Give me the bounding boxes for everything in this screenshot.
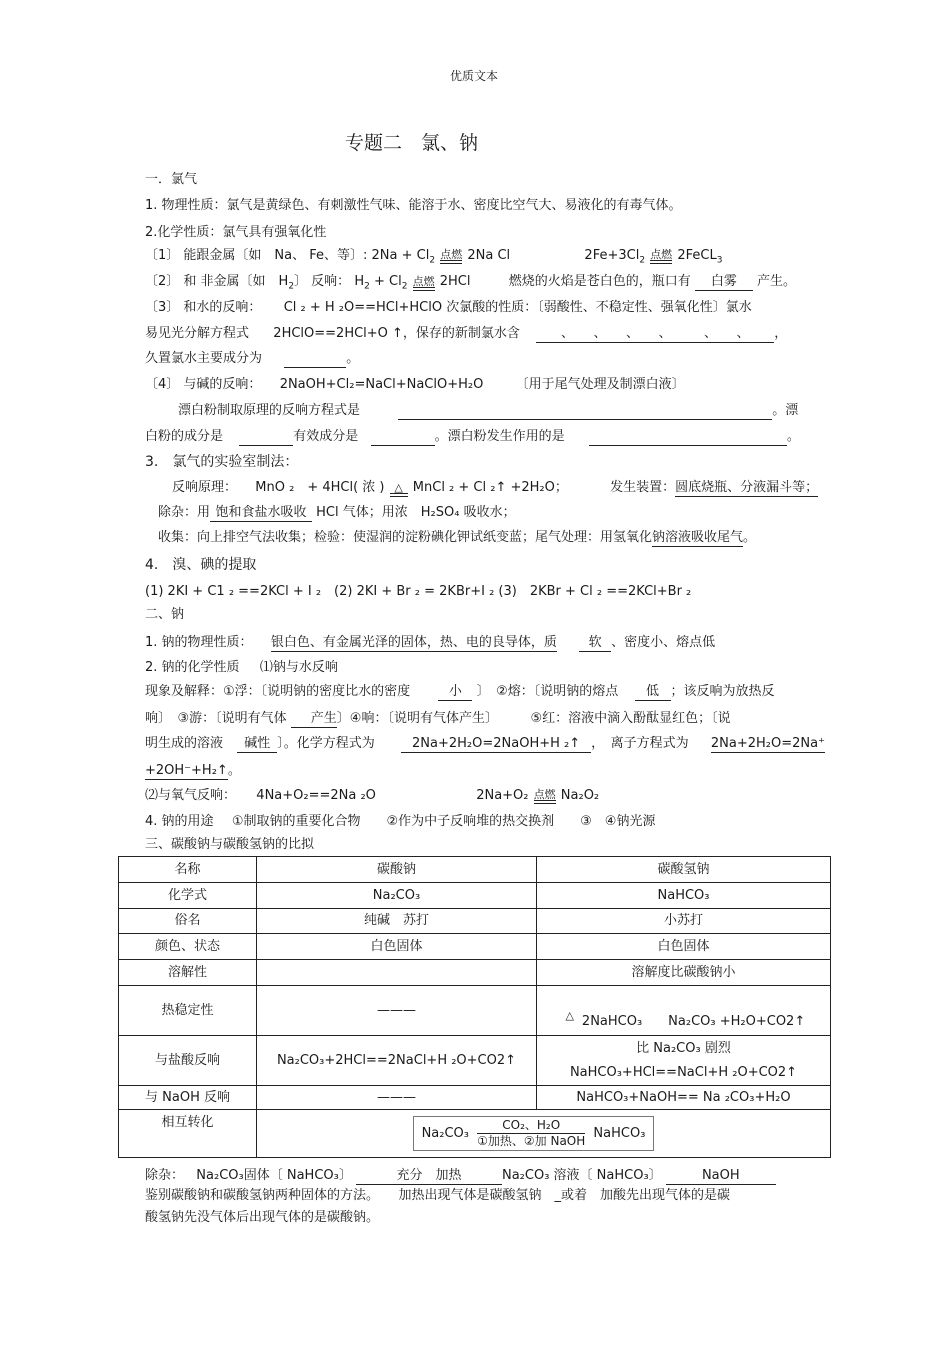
table-row bbox=[119, 1036, 831, 1062]
table-cell: NaHCO₃+HCl==NaCl+H ₂O+CO2↑ bbox=[537, 1062, 831, 1086]
eq-fe-left: 2Fe+3Cl bbox=[584, 248, 640, 263]
oxygen-eq2-right: Na₂O₂ bbox=[560, 788, 600, 803]
heat-condition: △ bbox=[390, 482, 408, 497]
sodium-chem-label: 2. 钠的化学性质 bbox=[145, 660, 240, 675]
lab-impurity-line bbox=[158, 505, 516, 522]
nonmetal-reaction-line: 〔2〕 和 非金属〔如 $H_2$〕 反响： $H_2 + Cl_2$ 点燃 2HCl 燃烧的火焰是苍白色的，瓶口有 白雾 产生。 bbox=[145, 274, 797, 292]
table-cell: 溶解性 bbox=[119, 960, 257, 986]
lab-collect-blank: 钠溶液吸收尾气 bbox=[652, 530, 744, 545]
phen3-b: 〕。化学方程式为 bbox=[277, 736, 375, 751]
bleach-comp-label: 白粉的成分是 bbox=[145, 429, 224, 444]
comparison-table bbox=[118, 856, 831, 1158]
burn-blank: 白雾 bbox=[695, 274, 753, 291]
table-cell: 颜色、状态 bbox=[119, 934, 257, 960]
sodium-soft-blank: 软 bbox=[579, 635, 611, 652]
bleach-line bbox=[178, 403, 798, 420]
heat-condition: △ bbox=[565, 1009, 575, 1022]
bleach-eff-label: 有效成分是 bbox=[293, 429, 359, 444]
eq-h-left: H bbox=[354, 274, 365, 289]
conv-top: CO₂、H₂O bbox=[502, 1118, 561, 1132]
table-cell: NaHCO₃ bbox=[537, 883, 831, 909]
table-cell: 白色固体 bbox=[537, 934, 831, 960]
thermal-decomp-eq: 2NaHCO₃ Na₂CO₃ +H₂O+CO2↑ bbox=[581, 1014, 806, 1029]
table-cell: 俗名 bbox=[119, 909, 257, 934]
removal2: Na₂CO₃ 溶液〔 NaHCO₃〕 bbox=[501, 1168, 662, 1183]
phenomenon-line-3 bbox=[145, 736, 825, 753]
table-row bbox=[119, 1086, 831, 1110]
table-row bbox=[119, 909, 831, 934]
table-cell: ——— bbox=[257, 986, 537, 1036]
page-title: 专题二 氯、钠 bbox=[345, 132, 479, 154]
phen4-ionic: +2OH⁻+H₂↑ bbox=[145, 763, 228, 778]
table-row bbox=[119, 960, 831, 986]
identify-line-2: 酸氢钠先没气体后出现气体的是碳酸钠。 bbox=[145, 1210, 380, 1225]
halogen-equations: (1) 2KI + C1 ₂ ==2KCl + I ₂ (2) 2KI + Br ₂ = 2KBr+I ₂ (3) 2KBr + Cl ₂ ==2KCl+Br ₂ bbox=[145, 584, 692, 599]
table-cell: 纯碱 苏打 bbox=[257, 909, 537, 934]
phen4-end: 。 bbox=[227, 763, 241, 778]
sodium-physical-line bbox=[145, 635, 715, 652]
eq-na-right: 2Na Cl bbox=[467, 248, 511, 263]
table-header: 名称 bbox=[119, 857, 257, 883]
sodium-chem-line bbox=[145, 660, 338, 676]
oxygen-label: ⑵与氧气反响： bbox=[145, 788, 237, 803]
phen1-text: 现象及解释：①浮：〔说明钠的密度比水的密度 bbox=[145, 684, 411, 699]
lab-heading: 3. 氯气的实验室制法： bbox=[145, 454, 299, 470]
table-cell: 白色固体 bbox=[257, 934, 537, 960]
phenomenon-line-2 bbox=[145, 711, 731, 728]
conv-bottom: ①加热、②加 NaOH bbox=[477, 1134, 586, 1148]
table-cell: ——— bbox=[257, 1086, 537, 1110]
conv-right: NaHCO₃ bbox=[593, 1126, 646, 1141]
water-decomp-label: 易见光分解方程式 bbox=[145, 326, 250, 341]
sodium-use-line bbox=[145, 814, 655, 830]
nonmetal-label: 〔2〕 和 非金属〔如 H bbox=[145, 274, 289, 289]
water-label: 〔3〕 和水的反响： bbox=[145, 300, 262, 315]
table-cell bbox=[257, 960, 537, 986]
sodium-phys-label: 1. 钠的物理性质： bbox=[145, 635, 253, 650]
table-row bbox=[119, 883, 831, 909]
phen2-blank: 产生 bbox=[291, 711, 337, 728]
water-old-label: 久置氯水主要成分为 bbox=[145, 351, 263, 366]
eq-h-right: 2HCl bbox=[439, 274, 471, 289]
table-cell: 相互转化 bbox=[119, 1110, 257, 1158]
ignite-condition: 点燃 bbox=[413, 276, 435, 291]
water-old-line bbox=[145, 351, 359, 368]
section-heading-carbonate: 三、碳酸钠与碳酸氢钠的比拟 bbox=[145, 837, 315, 852]
phen3-ionic: 2Na+2H₂O=2Na⁺ bbox=[710, 736, 825, 751]
ignite-condition: 点燃 bbox=[650, 249, 672, 264]
bleach-comp-line bbox=[145, 429, 800, 446]
phen1-c: ；该反响为放热反 bbox=[670, 684, 775, 699]
removal1: Na₂CO₃固体〔 NaHCO₃〕 bbox=[196, 1168, 352, 1183]
burn-text: 燃烧的火焰是苍白色的，瓶口有 bbox=[508, 274, 691, 289]
eq-na-left: 2Na + Cl bbox=[371, 248, 430, 263]
removal2-blank: NaOH bbox=[666, 1168, 776, 1185]
phen1-b: 〕 ②熔：〔说明钠的熔点 bbox=[476, 684, 619, 699]
eq-h-mid: + Cl bbox=[369, 274, 402, 289]
table-header: 碳酸氢钠 bbox=[537, 857, 831, 883]
alkali-reaction-line bbox=[145, 377, 685, 393]
lab-apparatus-label: 发生装置： bbox=[610, 480, 676, 495]
bleach-end: 。漂 bbox=[772, 403, 799, 418]
ignite-condition: 点燃 bbox=[534, 789, 556, 804]
lab-impurity-blank: 饱和食盐水吸收 bbox=[210, 505, 312, 522]
lab-collect: 收集：向上排空气法收集；检验：使湿润的淀粉碘化钾试纸变蓝；尾气处理：用氢氧化 bbox=[158, 530, 653, 545]
identify-line-1: 鉴别碳酸钠和碳酸氢钠两种固体的方法。 加热出现气体是碳酸氢钠 _或着 加酸先出现气体的是碳 bbox=[145, 1188, 731, 1203]
ignite-condition: 点燃 bbox=[440, 249, 462, 264]
oxygen-reaction-line bbox=[145, 788, 599, 804]
phen2-text: 响〕 ③游：〔说明有气体 bbox=[145, 711, 287, 726]
table-cell: 溶解度比碳酸钠小 bbox=[537, 960, 831, 986]
water-old-end: 。 bbox=[346, 351, 360, 366]
phen1-blank: 小 bbox=[438, 684, 472, 701]
eq-fe-right: 2FeCL bbox=[677, 248, 717, 263]
removal1-blank: 充分 加热 bbox=[356, 1168, 502, 1185]
water-decomp-equation: 2HClO==2HCl+O ↑，保存的新制氯水含 bbox=[273, 326, 520, 341]
oxygen-eq2-left: 2Na+O₂ bbox=[476, 788, 529, 803]
bleach-act-end: 。 bbox=[786, 429, 800, 444]
oxygen-eq1: 4Na+O₂==2Na ₂O bbox=[256, 788, 376, 803]
conv-arrow bbox=[477, 1119, 585, 1148]
burn-end: 产生。 bbox=[757, 274, 797, 289]
sodium-phys-blank: 银白色、有金属光泽的固体，热、电的良导体，质 bbox=[270, 635, 557, 650]
table-cell: NaHCO₃+NaOH== Na ₂CO₃+H₂O bbox=[537, 1086, 831, 1110]
phen2-b: 〕④响：〔说明有气体产生〕 ⑤红：溶液中滴入酚酞显红色；〔说 bbox=[336, 711, 731, 726]
phenomenon-line-4 bbox=[145, 763, 241, 780]
table-cell: 比 Na₂CO₃ 剧烈 bbox=[537, 1036, 831, 1062]
table-header: 碳酸钠 bbox=[257, 857, 537, 883]
metal-reaction-line: 〔1〕 能跟金属〔如 Na、 Fe、等〕: $2Na + Cl_2$ 点燃 2Na Cl $2Fe+3Cl_2$ 点燃 2FeCL$_3$ bbox=[145, 248, 723, 266]
table-cell: 热稳定性 bbox=[119, 986, 257, 1036]
phen3-blank: 碱性 bbox=[237, 736, 277, 753]
removal-line bbox=[145, 1168, 776, 1185]
section-heading-sodium: 二、钠 bbox=[145, 607, 185, 622]
table-cell: 与盐酸反响 bbox=[119, 1036, 257, 1086]
section-heading-chlorine: 一．氯气 bbox=[145, 172, 198, 187]
water-equation: Cl ₂ + H ₂O==HCl+HClO 次氯酸的性质：〔弱酸性、不稳定性、强氧化性〕氯水 bbox=[283, 300, 752, 315]
sodium-water-label: ⑴钠与水反响 bbox=[259, 660, 338, 675]
alkali-equation: 2NaOH+Cl₂=NaCl+NaClO+H₂O bbox=[279, 377, 484, 392]
table-cell: 与 NaOH 反响 bbox=[119, 1086, 257, 1110]
water-components-blank: 、 、 、 、 、 、 bbox=[536, 326, 774, 343]
alkali-label: 〔4〕 与碱的反响： bbox=[145, 377, 262, 392]
removal-label: 除杂： bbox=[145, 1168, 185, 1183]
sodium-phys-end: 、密度小、熔点低 bbox=[611, 635, 716, 650]
bleach-label: 漂白粉制取原理的反响方程式是 bbox=[178, 403, 361, 418]
alkali-note: 〔用于尾气处理及制漂白液〕 bbox=[515, 377, 685, 392]
phen3-equation: 2Na+2H₂O=2NaOH+H ₂↑ bbox=[401, 736, 591, 753]
conversion-diagram bbox=[413, 1116, 655, 1151]
table-cell: 化学式 bbox=[119, 883, 257, 909]
phen3-text: 明生成的溶液 bbox=[145, 736, 224, 751]
lab-principle-line bbox=[172, 480, 818, 497]
physical-properties: 1. 物理性质：氯气是黄绿色、有刺激性气味、能溶于水、密度比空气大、易液化的有毒气体。 bbox=[145, 198, 682, 213]
page-header: 优质文本 bbox=[450, 69, 499, 83]
table-cell: Na₂CO₃ bbox=[257, 883, 537, 909]
metal-label: 〔1〕 能跟金属〔如 Na、 Fe、等〕: bbox=[145, 248, 368, 263]
lab-collect-end: 。 bbox=[743, 530, 757, 545]
halogen-heading: 4. 溴、碘的提取 bbox=[145, 557, 257, 573]
table-row bbox=[119, 934, 831, 960]
table-cell: Na₂CO₃+2HCl==2NaCl+H ₂O+CO2↑ bbox=[257, 1036, 537, 1086]
bleach-act-label: 。漂白粉发生作用的是 bbox=[434, 429, 565, 444]
table-row bbox=[119, 986, 831, 1036]
table-header-row bbox=[119, 857, 831, 883]
table-cell bbox=[537, 986, 831, 1036]
phen1-low-blank: 低 bbox=[635, 684, 671, 701]
lab-apparatus: 圆底烧瓶、分液漏斗等； bbox=[675, 480, 819, 495]
table-cell: 小苏打 bbox=[537, 909, 831, 934]
water-decomp-line: 易见光分解方程式 2HClO==2HCl+O ↑，保存的新制氯水含 、 、 、 、 、 、 ， bbox=[145, 326, 788, 341]
nonmetal-label2: 〕 反响： bbox=[294, 274, 351, 289]
chemical-properties: 2.化学性质：氯气具有强氧化性 bbox=[145, 225, 327, 240]
phen3-c: ， 离子方程式为 bbox=[591, 736, 689, 751]
water-reaction-line bbox=[145, 300, 752, 316]
use-text: ①制取钠的重要化合物 ②作为中子反响堆的热交换剂 ③ ④钠光源 bbox=[231, 814, 656, 829]
lab-principle-label: 反响原理： bbox=[172, 480, 238, 495]
lab-impurity-rest: HCl 气体；用浓 H₂SO₄ 吸收水； bbox=[316, 505, 516, 520]
lab-eq-right: MnCl ₂ + Cl ₂↑ +2H₂O； bbox=[412, 480, 568, 495]
table-row bbox=[119, 1110, 831, 1158]
use-label: 4. 钠的用途 bbox=[145, 814, 214, 829]
conv-left: Na₂CO₃ bbox=[421, 1126, 469, 1141]
lab-collect-line bbox=[158, 530, 756, 547]
lab-eq-left: MnO ₂ + 4HCl( 浓 ) bbox=[255, 480, 385, 495]
lab-impurity-label: 除杂：用 bbox=[158, 505, 211, 520]
phenomenon-line-1 bbox=[145, 684, 775, 701]
table-cell bbox=[257, 1110, 831, 1158]
